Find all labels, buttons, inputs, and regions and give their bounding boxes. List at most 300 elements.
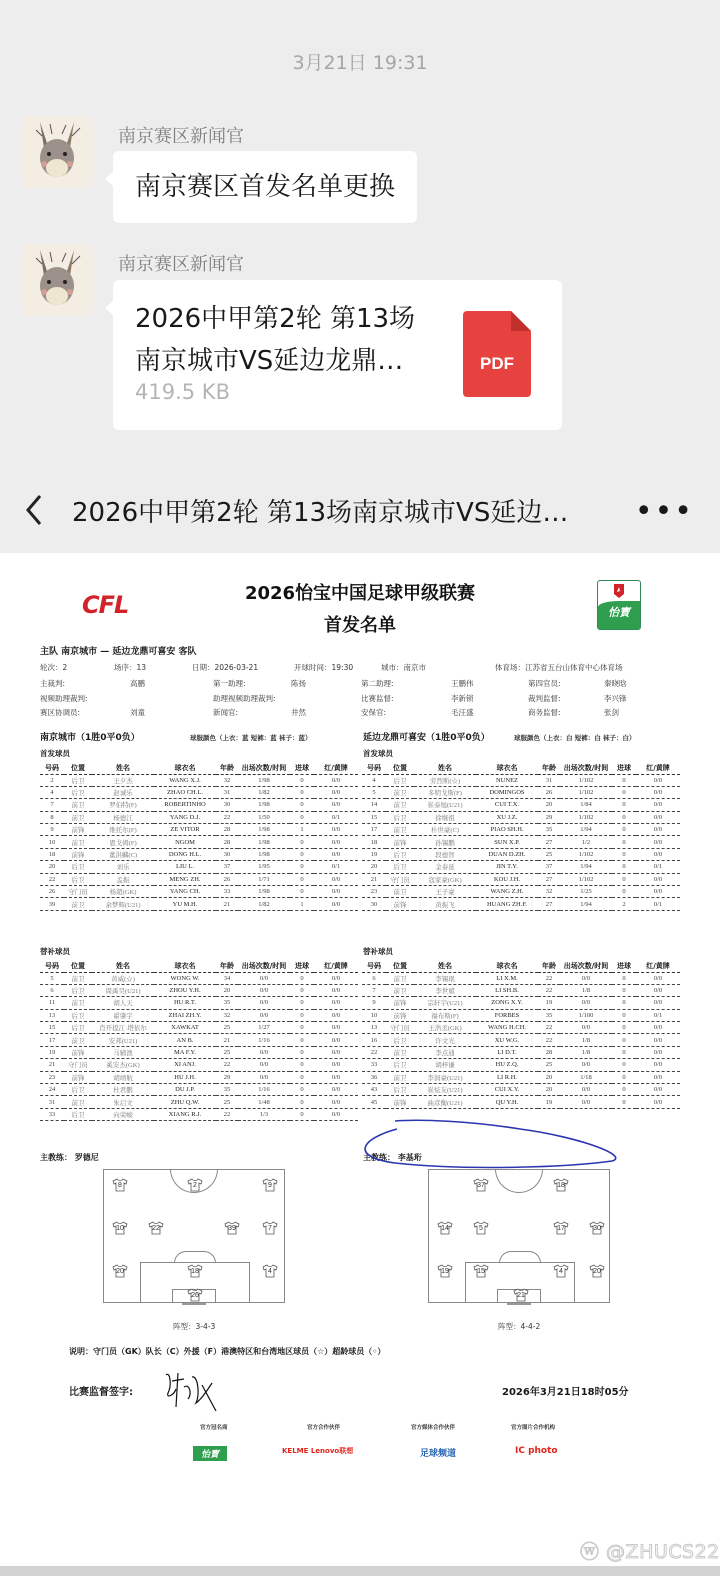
cell-goals: 0	[612, 1034, 636, 1046]
table-row	[362, 861, 680, 873]
cell-kitname: JIN T.Y.	[476, 861, 538, 873]
cell-num: 33	[40, 1108, 64, 1120]
cell-apps: 1/95	[238, 861, 290, 873]
table-row	[40, 1071, 358, 1083]
column-header: 位置	[64, 960, 92, 972]
column-header: 球衣名	[154, 960, 216, 972]
cell-kitname: ZE VITOR	[154, 824, 216, 836]
official-value: 井然	[291, 708, 306, 717]
cell-num: 20	[40, 861, 64, 873]
table-row	[40, 972, 358, 984]
cell-cards: 0/0	[314, 824, 358, 836]
cell-kitname: SUN X.P.	[476, 836, 538, 848]
cell-kitname: MA F.Y.	[154, 1046, 216, 1058]
cell-pos: 后卫	[64, 861, 92, 873]
player-shirt-icon: 20	[112, 1264, 128, 1278]
donkey-avatar-icon	[22, 116, 93, 188]
sponsor-yibao-logo: 怡寳	[193, 1446, 227, 1461]
cell-goals: 0	[612, 836, 636, 848]
cell-pos: 前卫	[386, 1046, 414, 1058]
cell-kitname: YU M.H.	[154, 898, 216, 910]
cell-goals: 0	[290, 1009, 314, 1021]
cell-apps: 0/0	[560, 1022, 612, 1034]
cell-apps: 0/0	[238, 1046, 290, 1058]
cell-name: 曲彦衡(U21)	[414, 1096, 476, 1108]
cell-age: 28	[216, 836, 238, 848]
cell-apps: 1/102	[560, 774, 612, 786]
cell-cards: 0/1	[636, 1009, 680, 1021]
file-size: 419.5 KB	[135, 380, 230, 404]
official-label: 第一助理:	[213, 679, 246, 688]
cell-apps: 0/0	[560, 997, 612, 1009]
official-label: 裁判监督:	[528, 694, 561, 703]
cell-kitname: ZHAO CH.L.	[154, 786, 216, 798]
cell-cards: 0/0	[314, 1022, 358, 1034]
cell-kitname: LI R.H.	[476, 1071, 538, 1083]
cell-age: 35	[216, 1084, 238, 1096]
cell-cards: 0/0	[636, 836, 680, 848]
cell-cards: 0/0	[636, 1084, 680, 1096]
cell-cards: 0/0	[636, 1059, 680, 1071]
cell-num: 26	[40, 886, 64, 898]
cell-apps: 1/100	[560, 1009, 612, 1021]
cell-kitname: PIAO SH.H.	[476, 824, 538, 836]
cell-kitname: LI D.T.	[476, 1046, 538, 1058]
cell-kitname: MENG ZH.	[154, 873, 216, 885]
cell-apps: 0/0	[238, 1059, 290, 1071]
cell-pos: 前锋	[64, 1071, 92, 1083]
cell-goals: 0	[290, 997, 314, 1009]
cell-age: 28	[216, 824, 238, 836]
cell-name: 黄威(☆)	[92, 972, 154, 984]
cell-num: 14	[362, 799, 386, 811]
player-shirt-icon: 2	[187, 1178, 203, 1192]
cell-apps: 1/25	[560, 886, 612, 898]
cell-name: 劳烈斯(☆)	[414, 774, 476, 786]
cell-cards: 0/0	[314, 873, 358, 885]
player-shirt-icon: 4	[262, 1264, 278, 1278]
official-value: 王鹏伟	[451, 679, 474, 688]
column-header: 球衣名	[154, 762, 216, 774]
cell-age: 31	[216, 786, 238, 798]
sender-name: 南京赛区新闻官	[118, 254, 244, 275]
cell-age: 25	[216, 1096, 238, 1108]
cell-apps: 1/98	[238, 848, 290, 860]
column-header: 年龄	[216, 960, 238, 972]
cell-goals: 0	[290, 836, 314, 848]
table-row	[362, 886, 680, 898]
cell-age: 22	[216, 1108, 238, 1120]
column-header: 位置	[386, 762, 414, 774]
chat-timestamp: 3月21日 19:31	[292, 52, 428, 74]
table-row	[40, 1022, 358, 1034]
cell-pos: 后卫	[64, 1022, 92, 1034]
column-header: 出场次数/时间	[560, 762, 612, 774]
official-label: 赛区协调员:	[40, 708, 81, 717]
cell-cards: 0/0	[314, 997, 358, 1009]
table-row	[362, 898, 680, 910]
cell-age: 22	[538, 972, 560, 984]
cell-pos: 前卫	[64, 1034, 92, 1046]
sender-name: 南京赛区新闻官	[118, 126, 244, 147]
svg-text:PDF: PDF	[480, 354, 514, 373]
table-row	[362, 1071, 680, 1083]
cell-name: 朴世豪(C)	[414, 824, 476, 836]
table-row	[40, 1096, 358, 1108]
cell-name: 胡人天	[92, 997, 154, 1009]
cell-num: 21	[362, 873, 386, 885]
cell-name: 崔泰旭(U21)	[414, 799, 476, 811]
cell-cards: 0/0	[314, 886, 358, 898]
city-info: 城市：南京市	[381, 663, 426, 672]
table-row	[40, 1034, 358, 1046]
table-row	[362, 1084, 680, 1096]
cell-kitname: NUNEZ	[476, 774, 538, 786]
table-row	[40, 997, 358, 1009]
cell-pos: 前卫	[386, 984, 414, 996]
cell-kitname: FORBES	[476, 1009, 538, 1021]
cell-num: 17	[362, 824, 386, 836]
cell-pos: 前卫	[386, 786, 414, 798]
column-header: 姓名	[92, 960, 154, 972]
cell-name: 寇家豪(GK)	[414, 873, 476, 885]
cell-num: 18	[362, 836, 386, 848]
cell-goals: 0	[612, 984, 636, 996]
cell-pos: 后卫	[386, 861, 414, 873]
cell-name: 李点通	[414, 1046, 476, 1058]
cell-name: 孟振	[92, 873, 154, 885]
chat-view	[0, 0, 720, 553]
cell-pos: 前卫	[64, 1096, 92, 1108]
cell-age: 22	[538, 1034, 560, 1046]
cell-num: 11	[40, 997, 64, 1009]
column-header: 号码	[40, 762, 64, 774]
cell-age: 21	[216, 898, 238, 910]
column-header: 进球	[612, 762, 636, 774]
yibao-logo-text: 怡寳	[598, 601, 640, 629]
cell-num: 20	[362, 861, 386, 873]
cell-cards: 0/0	[636, 873, 680, 885]
cell-apps: 1/2	[560, 836, 612, 848]
column-header: 号码	[40, 960, 64, 972]
player-shirt-icon: 39	[224, 1221, 240, 1235]
column-header: 位置	[386, 960, 414, 972]
yibao-logo	[597, 580, 641, 630]
sponsor-kelme-lenovo-logo: KELME Lenovo联想	[282, 1447, 354, 1455]
cell-name: 余梦辉(U21)	[92, 898, 154, 910]
column-header: 进球	[290, 960, 314, 972]
cell-cards: 0/0	[314, 836, 358, 848]
table-row	[40, 1059, 358, 1071]
column-header: 年龄	[538, 762, 560, 774]
cell-cards: 0/1	[636, 898, 680, 910]
file-title-line1: 2026中甲第2轮 第13场	[135, 304, 416, 334]
column-header: 出场次数/时间	[238, 960, 290, 972]
cell-name: 翟肇宇	[92, 1009, 154, 1021]
table-row	[362, 984, 680, 996]
cell-goals: 0	[612, 997, 636, 1009]
cell-name: 多明戈斯(F)	[414, 786, 476, 798]
cell-name: 刘乐	[92, 861, 154, 873]
cell-kitname: XU W.G.	[476, 1034, 538, 1046]
cell-kitname: LI X.M.	[476, 972, 538, 984]
cell-age: 32	[216, 1009, 238, 1021]
cell-cards: 0/0	[314, 898, 358, 910]
table-row	[40, 898, 358, 910]
yibao-drop-icon	[612, 583, 626, 599]
cell-age: 33	[216, 886, 238, 898]
home-team-header: 南京城市（1胜0平0负）	[40, 733, 140, 743]
cell-age: 21	[216, 1034, 238, 1046]
cell-name: 金泰延	[414, 861, 476, 873]
cell-pos: 前卫	[386, 972, 414, 984]
cell-goals: 0	[612, 1084, 636, 1096]
official-label: 第四官员:	[528, 679, 561, 688]
cell-name: 崔炫友(U21)	[414, 1084, 476, 1096]
table-row	[40, 799, 358, 811]
cell-age: 22	[216, 811, 238, 823]
cell-name: 胡梓谦	[414, 1059, 476, 1071]
column-header: 位置	[64, 762, 92, 774]
message-bubble[interactable]: 南京赛区首发名单更换	[113, 151, 417, 223]
cell-name: 胡靖航	[92, 1071, 154, 1083]
cell-goals: 0	[290, 799, 314, 811]
cell-age: 37	[216, 861, 238, 873]
cell-age: 26	[216, 873, 238, 885]
chevron-left-icon	[20, 490, 50, 530]
cell-num: 15	[362, 811, 386, 823]
home-starters-table	[40, 762, 358, 911]
official-label: 新闻官:	[213, 708, 239, 717]
cell-apps: 1/98	[238, 799, 290, 811]
cell-apps: 1/102	[560, 848, 612, 860]
column-header: 红/黄牌	[314, 762, 358, 774]
cell-kitname: XU J.Z.	[476, 811, 538, 823]
cell-age: 19	[538, 997, 560, 1009]
cell-kitname: XIANG R.J.	[154, 1108, 216, 1120]
cell-num: 22	[362, 1046, 386, 1058]
player-shirt-icon: 8	[112, 1178, 128, 1192]
cell-name: 黄振飞	[414, 898, 476, 910]
cell-age: 35	[538, 824, 560, 836]
cell-pos: 前卫	[386, 799, 414, 811]
cell-apps: 1/8	[560, 1034, 612, 1046]
table-row	[40, 811, 358, 823]
cell-pos: 前卫	[64, 997, 92, 1009]
avatar[interactable]	[22, 116, 93, 188]
cell-name: 恩戈姆(F)	[92, 836, 154, 848]
cell-num: 23	[40, 1071, 64, 1083]
cell-goals: 0	[290, 1108, 314, 1120]
pdf-document-page[interactable]	[0, 553, 720, 1566]
player-shirt-icon: 5	[473, 1221, 489, 1235]
cell-num: 36	[362, 1071, 386, 1083]
cell-apps: 0/0	[238, 1071, 290, 1083]
cell-apps: 1/98	[238, 774, 290, 786]
cell-pos: 前卫	[64, 799, 92, 811]
cell-num: 13	[40, 1009, 64, 1021]
away-kit-colors: 球服颜色（上衣：白 短裤：白 袜子：白）	[514, 734, 636, 742]
cell-num: 8	[40, 811, 64, 823]
cell-age: 28	[538, 1046, 560, 1058]
cell-num: 13	[362, 1022, 386, 1034]
cell-cards: 0/0	[636, 1022, 680, 1034]
cell-kitname: HU Z.Q.	[476, 1059, 538, 1071]
table-row	[40, 848, 358, 860]
document-title: 2026怡宝中国足球甲级联赛	[244, 583, 476, 604]
cell-num: 9	[362, 997, 386, 1009]
cell-age: 29	[538, 811, 560, 823]
cell-apps: 1/82	[238, 898, 290, 910]
cell-pos: 后卫	[64, 984, 92, 996]
cell-apps: 0/0	[238, 997, 290, 1009]
cell-goals: 0	[612, 1096, 636, 1108]
cell-cards: 0/0	[636, 1096, 680, 1108]
cell-goals: 0	[612, 1022, 636, 1034]
home-subs-table	[40, 960, 358, 1121]
player-shirt-icon: 30	[589, 1221, 605, 1235]
handwritten-signature	[158, 1365, 218, 1415]
home-formation-pitch	[103, 1169, 285, 1303]
cell-goals: 0	[612, 1059, 636, 1071]
cell-pos: 前锋	[386, 836, 414, 848]
away-formation-pitch	[428, 1169, 610, 1303]
cell-pos: 后卫	[64, 873, 92, 885]
cell-kitname: WONG W.	[154, 972, 216, 984]
table-row	[362, 1096, 680, 1108]
cell-num: 31	[40, 1096, 64, 1108]
cell-apps: 0/0	[238, 984, 290, 996]
cell-num: 2	[40, 774, 64, 786]
cell-num: 21	[40, 1059, 64, 1071]
cell-age: 25	[538, 848, 560, 860]
cell-goals: 0	[290, 1022, 314, 1034]
cell-num: 7	[40, 799, 64, 811]
cell-name: 许文光	[414, 1034, 476, 1046]
sponsor-label: 官方冠名商	[200, 1425, 228, 1431]
cell-age: 22	[538, 1022, 560, 1034]
cell-cards: 0/0	[636, 799, 680, 811]
file-message-bubble[interactable]	[113, 280, 562, 430]
cell-goals: 0	[290, 1034, 314, 1046]
cell-kitname: LIU L.	[154, 861, 216, 873]
cell-apps: 0/0	[560, 1059, 612, 1071]
document-subtitle: 首发名单	[324, 615, 396, 636]
cell-pos: 守门员	[386, 873, 414, 885]
cell-apps: 1/94	[560, 824, 612, 836]
cell-pos: 前卫	[386, 1071, 414, 1083]
official-value: 刘童	[130, 708, 145, 717]
cell-goals: 0	[290, 1046, 314, 1058]
cell-name: 安邦(U21)	[92, 1034, 154, 1046]
column-header: 号码	[362, 960, 386, 972]
table-row	[362, 799, 680, 811]
official-value: 毛汪盛	[451, 708, 474, 717]
cell-pos: 前锋	[386, 898, 414, 910]
player-shirt-icon: 10	[112, 1221, 128, 1235]
player-shirt-icon: 19	[437, 1264, 453, 1278]
table-row	[362, 811, 680, 823]
official-label: 商务监督:	[528, 708, 561, 717]
cell-apps: 1/16	[238, 1084, 290, 1096]
cell-goals: 0	[290, 886, 314, 898]
cell-apps: 0/0	[560, 972, 612, 984]
cell-num: 30	[362, 898, 386, 910]
cell-age: 20	[538, 1084, 560, 1096]
table-row	[40, 774, 358, 786]
cell-age: 32	[538, 886, 560, 898]
cell-cards: 0/0	[314, 972, 358, 984]
cell-apps: 1/71	[238, 873, 290, 885]
cell-goals: 0	[612, 811, 636, 823]
cell-num: 6	[40, 984, 64, 996]
more-options-button[interactable]: •••	[634, 494, 694, 529]
cell-cards: 0/0	[636, 811, 680, 823]
official-value: 李兴锋	[604, 694, 627, 703]
cell-cards: 0/0	[314, 1071, 358, 1083]
player-shirt-icon: 20	[589, 1264, 605, 1278]
player-shirt-icon: 18	[553, 1178, 569, 1192]
cell-cards: 0/1	[314, 861, 358, 873]
back-button[interactable]	[20, 490, 50, 530]
cell-num: 39	[40, 898, 64, 910]
home-coach: 主教练： 罗德尼	[40, 1153, 99, 1162]
weibo-watermark	[580, 1537, 720, 1564]
cell-age: 25	[216, 1046, 238, 1058]
cell-goals: 0	[612, 774, 636, 786]
cell-name: 杜君鹏	[92, 1084, 154, 1096]
cell-kitname: KOU J.H.	[476, 873, 538, 885]
cell-num: 10	[362, 1009, 386, 1021]
official-value: 秦晓晗	[604, 679, 627, 688]
table-row	[362, 1022, 680, 1034]
cell-name: 罗伯特(F)	[92, 799, 154, 811]
cell-num: 9	[40, 824, 64, 836]
cell-pos: 守门员	[64, 886, 92, 898]
column-header: 姓名	[414, 762, 476, 774]
cell-pos: 守门员	[64, 1059, 92, 1071]
cell-name: 徐继祖	[414, 811, 476, 823]
cell-apps: 1/98	[238, 836, 290, 848]
cell-num: 5	[362, 786, 386, 798]
cell-apps: 1/50	[238, 811, 290, 823]
cell-age: 27	[538, 873, 560, 885]
column-header: 红/黄牌	[314, 960, 358, 972]
column-header: 红/黄牌	[636, 762, 680, 774]
cell-kitname: WANG Z.H.	[476, 886, 538, 898]
cell-apps: 1/8	[560, 1046, 612, 1058]
cell-apps: 0/0	[560, 1096, 612, 1108]
avatar[interactable]	[22, 244, 93, 316]
cell-cards: 0/0	[314, 1046, 358, 1058]
cell-kitname: HU R.T.	[154, 997, 216, 1009]
column-header: 球衣名	[476, 960, 538, 972]
cell-age: 20	[216, 984, 238, 996]
cell-kitname: DONG H.L.	[154, 848, 216, 860]
cell-cards: 0/0	[636, 774, 680, 786]
cell-kitname: YANG CH.	[154, 886, 216, 898]
cell-goals: 0	[290, 1071, 314, 1083]
cell-kitname: CUI T.X.	[476, 799, 538, 811]
cell-kitname: QU Y.H.	[476, 1096, 538, 1108]
away-team-header: 延边龙鼎可喜安（1胜0平0负）	[363, 733, 490, 743]
cfl-logo: CFL	[82, 591, 129, 619]
cell-pos: 前锋	[64, 824, 92, 836]
cell-name: 段德智	[414, 848, 476, 860]
cell-apps: 1/94	[560, 898, 612, 910]
cell-apps: 0/0	[238, 1009, 290, 1021]
cell-pos: 后卫	[64, 786, 92, 798]
